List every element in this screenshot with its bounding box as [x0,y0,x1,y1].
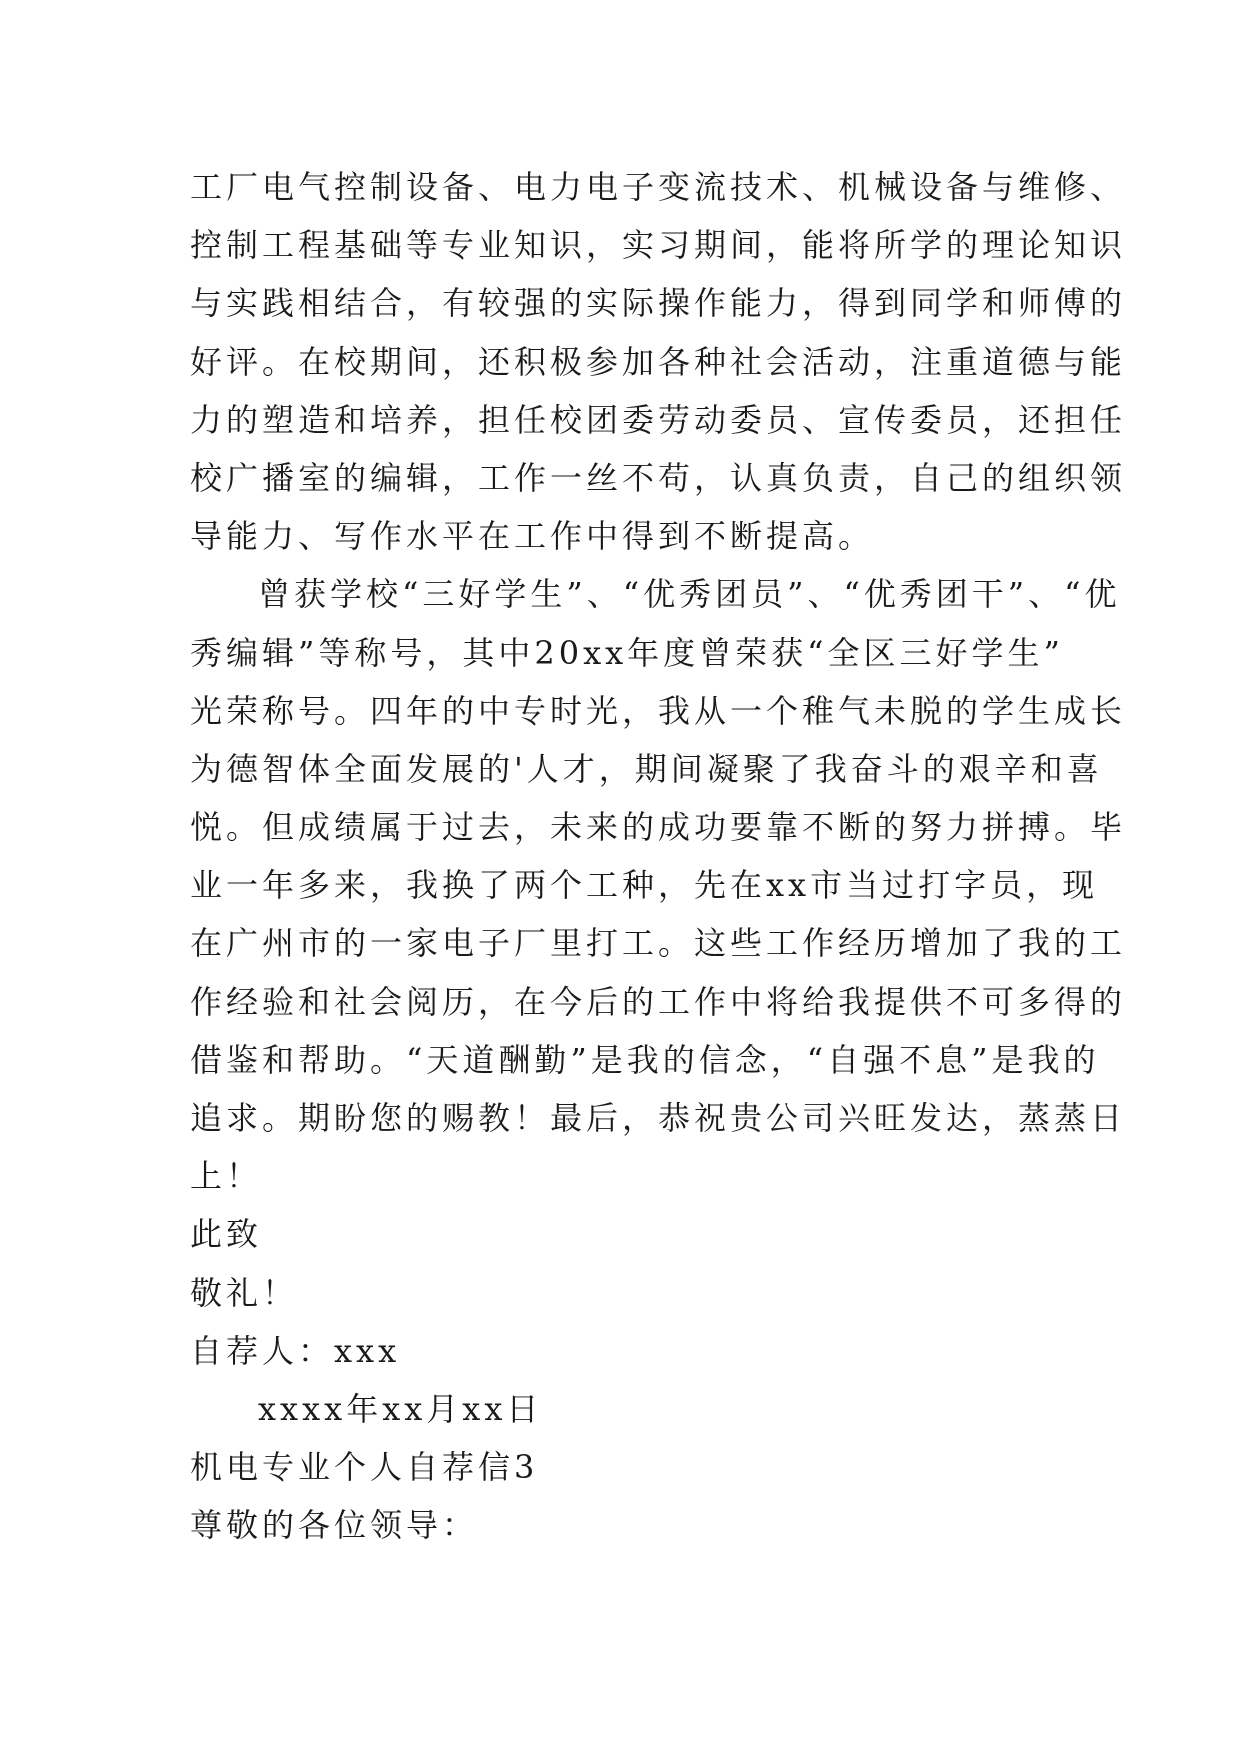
paragraph-line: 力的塑造和培养，担任校团委劳动委员、宣传委员，还担任 [190,400,1127,439]
paragraph-line: 在广州市的一家电子厂里打工。这些工作经历增加了我的工 [190,924,1127,963]
paragraph-line: 为德智体全面发展的'人才，期间凝聚了我奋斗的艰辛和喜 [190,749,1103,788]
paragraph-line: 曾获学校“三好学生”、“优秀团员”、“优秀团干”、“优 [258,575,1121,614]
paragraph-line: 追求。期盼您的赐教！最后，恭祝贵公司兴旺发达，蒸蒸日 [190,1099,1127,1137]
paragraph-line: 校广播室的编辑，工作一丝不苟，认真负责，自己的组织领 [190,458,1127,497]
closing-salutation: 此致 [190,1215,263,1254]
paragraph-line: 与实践相结合，有较强的实际操作能力，得到同学和师傅的 [190,284,1127,323]
signature-line: 自荐人：xxx [190,1331,401,1370]
letter-body [190,158,1127,1555]
date-line: xxxx年xx月xx日 [258,1389,543,1428]
closing-regards: 敬礼！ [190,1273,299,1312]
paragraph-line: 导能力、写作水平在工作中得到不断提高。 [190,517,875,556]
paragraph-line: 好评。在校期间，还积极参加各种社会活动，注重道德与能 [190,342,1127,381]
paragraph-line: 光荣称号。四年的中专时光，我从一个稚气未脱的学生成长 [190,691,1127,730]
greeting-line: 尊敬的各位领导： [190,1506,479,1545]
paragraph-line: 作经验和社会阅历，在今后的工作中将给我提供不可多得的 [190,982,1127,1021]
paragraph-line: 业一年多来，我换了两个工种，先在xx市当过打字员，现 [190,866,1099,905]
paragraph-line: 借鉴和帮助。“天道酬勤”是我的信念，“自强不息”是我的 [190,1040,1100,1079]
paragraph-line: 悦。但成绩属于过去，未来的成功要靠不断的努力拼搏。毕 [190,808,1127,847]
section-title: 机电专业个人自荐信3 [190,1448,539,1487]
paragraph-line: 上！ [190,1157,263,1196]
paragraph-line: 秀编辑”等称号，其中20xx年度曾荣获“全区三好学生” [190,633,1064,672]
paragraph-line: 工厂电气控制设备、电力电子变流技术、机械设备与维修、 [190,168,1127,206]
paragraph-line: 控制工程基础等专业知识，实习期间，能将所学的理论知识 [190,226,1127,265]
